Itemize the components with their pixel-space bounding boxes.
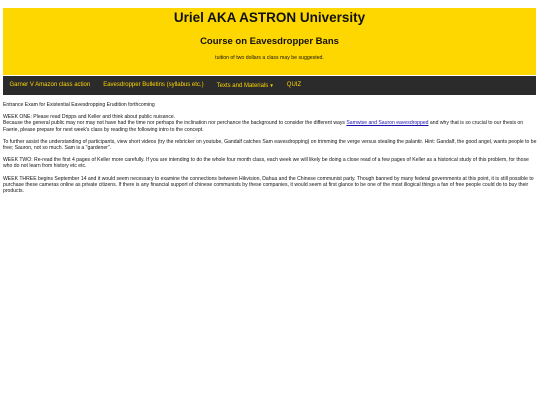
main-navbar <box>3 76 536 95</box>
samwise-sauron-link[interactable]: Samwise and Sauron eavesdropped <box>346 120 429 127</box>
site-banner <box>3 8 536 75</box>
caret-down-icon: ▼ <box>269 82 274 88</box>
week-one-text-after-link: and why that is so crucial to our thesis on Faerie, please prepare for next week's class by reading the following intro to the concept. <box>3 120 524 133</box>
videos-paragraph: To further assist the understanding of participants, view short videos (try the rebricker on youtube, Gandalf catches Sam eavesdropping) on trimming the verge versus stealing the palantir. Hint: Gandalf, the good angel, wants people to be free; Sauron, not so much. Sam is a "gardener". <box>3 138 537 152</box>
week-one-intro: WEEK ONE: Please read Dripps and Keller and think about public nuisance. <box>3 114 176 121</box>
week-two-paragraph: WEEK TWO: Re-read the first 4 pages of Keller more carefully. If you are intending to do the whole four month class, each week we will likely be doing a close read of a few pages of Keller as a historical study of this problem, for those who do not learn from history etc etc. <box>3 157 529 170</box>
nav-quiz[interactable]: QUIZ <box>286 82 302 88</box>
course-title: Course on Eavesdropper Bans <box>200 36 339 47</box>
main-content <box>3 102 537 200</box>
site-title: Uriel AKA ASTRON University <box>173 10 366 25</box>
nav-texts-and-materials-label: Texts and Materials <box>216 82 269 89</box>
tuition-note: tuition of two dollars a class may be suggested. <box>215 55 324 61</box>
nav-eavesdropper-bulletins[interactable]: Eavesdropper Bulletins (syllabus etc.) <box>103 82 204 88</box>
week-three-paragraph: WEEK THREE begins September 14 and it would seem necessary to examine the connections between Hikvision, Dahua and the Chinese communist party. Though banned by many federal governments at this point, it is still possible to purchase these cameras online as private citizens. If there is any financial support of chinese communists by these companies, it would seem at first glance to be one of the most illogical things a fan of free people could do to buy their products. <box>3 175 534 195</box>
nav-texts-and-materials[interactable] <box>210 76 280 96</box>
week-one-text-before-link: Because the general public may nor may not have had the time nor perhaps the inclination nor perchance the background to consider the different ways <box>3 120 347 127</box>
nav-garner-v-amazon[interactable]: Garner V Amazon class action <box>9 82 91 88</box>
entrance-exam-text: Entrance Exam for Existential Eavesdropping Erudition forthcoming <box>3 102 155 108</box>
week-one-paragraph <box>3 114 537 133</box>
